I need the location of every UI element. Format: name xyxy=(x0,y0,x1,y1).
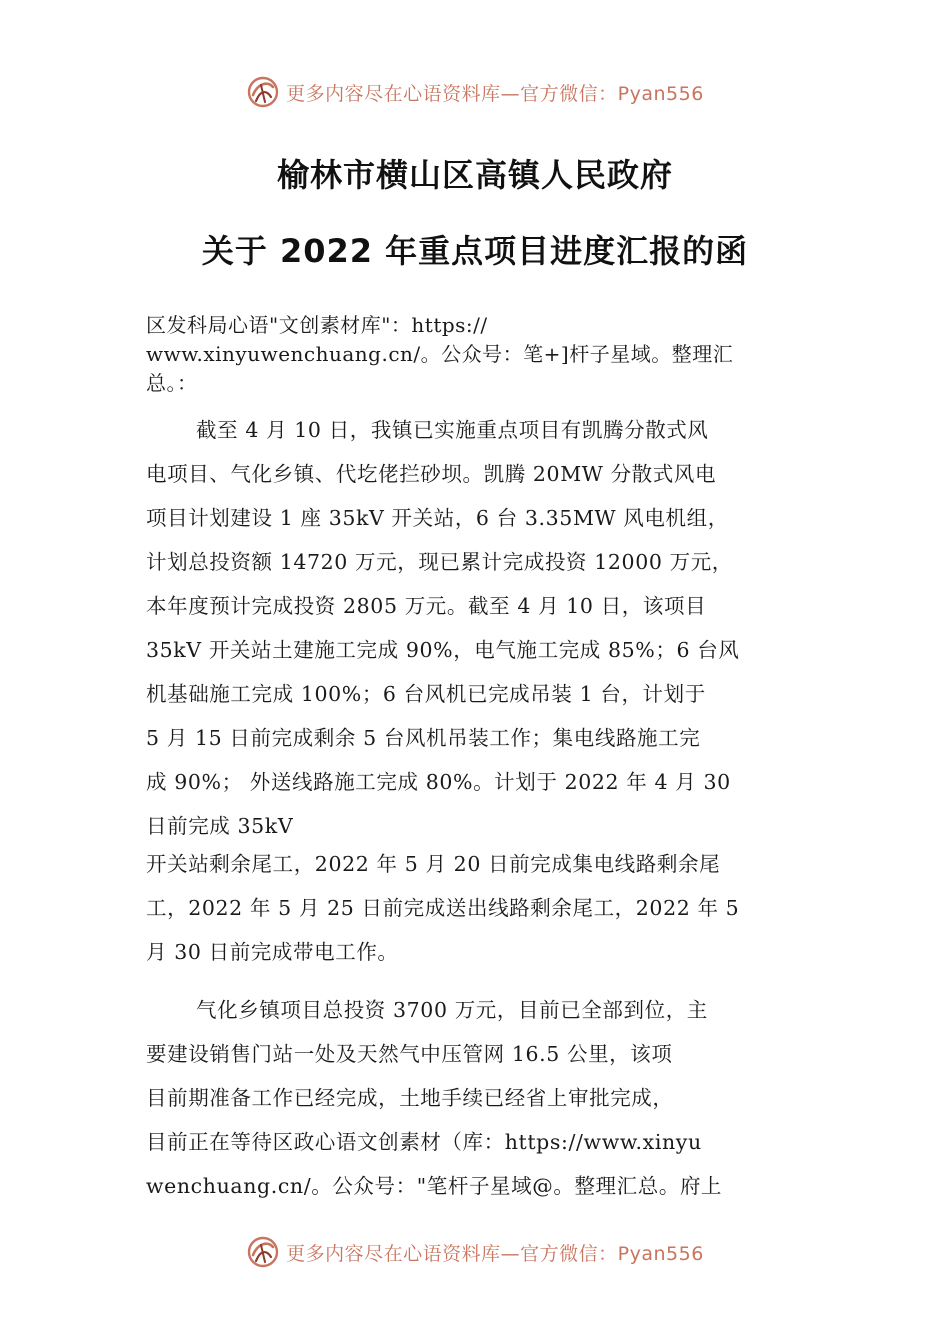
paragraph-line: 目前正在等待区政心语文创素材（库：https://www.xinyu xyxy=(146,1130,702,1154)
addressee-line: 区发科局心语"文创素材库"：https:// xyxy=(146,313,488,337)
paragraph-line: 开关站剩余尾工，2022 年 5 月 20 日前完成集电线路剩余尾 xyxy=(146,852,721,876)
document-title-line-1: 榆林市横山区高镇人民政府 xyxy=(276,156,673,194)
paragraph-line: 气化乡镇项目总投资 3700 万元，目前已全部到位，主 xyxy=(196,998,708,1022)
paragraph-line: 计划总投资额 14720 万元，现已累计完成投资 12000 万元， xyxy=(146,550,733,574)
paragraph-line: 月 30 日前完成带电工作。 xyxy=(146,940,399,964)
paragraph-line: 电项目、气化乡镇、代圪佬拦砂坝。凯腾 20MW 分散式风电 xyxy=(146,462,717,486)
cursive-logo-icon xyxy=(246,1235,280,1269)
paragraph-line: 目前期准备工作已经完成，土地手续已经省上审批完成， xyxy=(146,1086,674,1110)
document-title-line-2: 关于 2022 年重点项目进度汇报的函 xyxy=(201,232,749,270)
watermark-banner-top xyxy=(0,72,950,112)
addressee-line: www.xinyuwenchuang.cn/。公众号：笔+]杆子星域。整理汇 xyxy=(146,342,734,366)
paragraph-line: 35kV 开关站土建施工完成 90%，电气施工完成 85%；6 台风 xyxy=(146,638,740,662)
paragraph-line: 截至 4 月 10 日，我镇已实施重点项目有凯腾分散式风 xyxy=(196,418,709,442)
cursive-logo-icon xyxy=(246,75,280,109)
paragraph-wind-project xyxy=(146,408,826,974)
paragraph-line: 日前完成 35kV xyxy=(146,814,294,838)
paragraph-line: 项目计划建设 1 座 35kV 开关站，6 台 3.35MW 风电机组， xyxy=(146,506,729,530)
paragraph-gasification-project xyxy=(146,988,826,1208)
paragraph-line: 本年度预计完成投资 2805 万元。截至 4 月 10 日，该项目 xyxy=(146,594,707,618)
paragraph-line: 工，2022 年 5 月 25 日前完成送出线路剩余尾工，2022 年 5 xyxy=(146,896,740,920)
paragraph-line: 成 90%； 外送线路施工完成 80%。计划于 2022 年 4 月 30 xyxy=(146,770,731,794)
watermark-banner-bottom xyxy=(0,1232,950,1272)
addressee-block xyxy=(146,311,826,398)
paragraph-line: 要建设销售门站一处及天然气中压管网 16.5 公里，该项 xyxy=(146,1042,673,1066)
paragraph-line: 机基础施工完成 100%；6 台风机已完成吊装 1 台，计划于 xyxy=(146,682,706,706)
paragraph-line: wenchuang.cn/。公众号："笔杆子星域@。整理汇总。府上 xyxy=(146,1174,723,1198)
paragraph-line: 5 月 15 日前完成剩余 5 台风机吊装工作；集电线路施工完 xyxy=(146,726,701,750)
watermark-text: 更多内容尽在心语资料库—官方微信：Pyan556 xyxy=(286,82,704,105)
watermark-text: 更多内容尽在心语资料库—官方微信：Pyan556 xyxy=(286,1242,704,1265)
addressee-line: 总。： xyxy=(146,371,198,395)
